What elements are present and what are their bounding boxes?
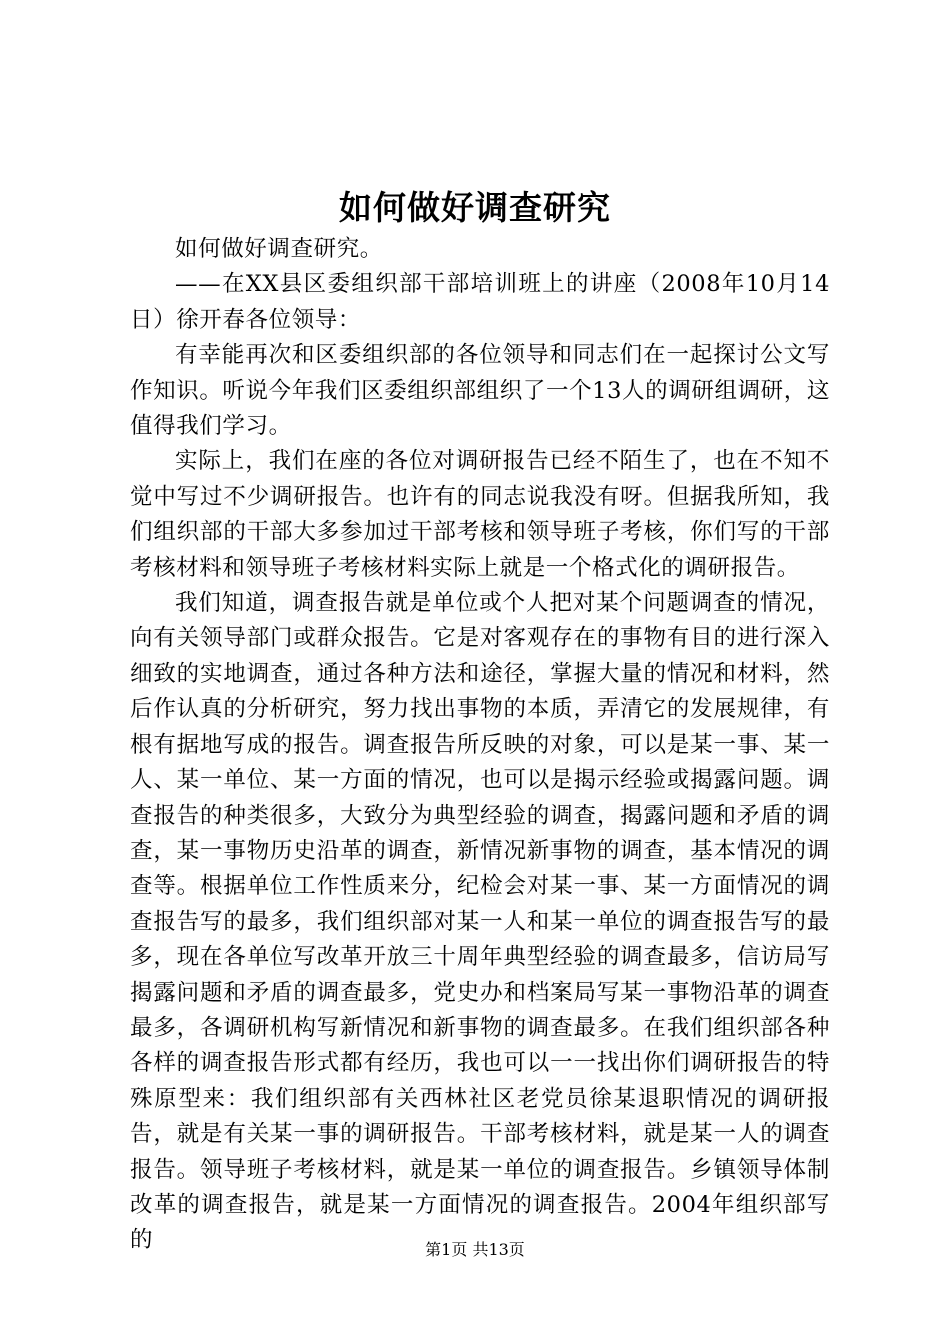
paragraph: 如何做好调查研究。	[175, 236, 383, 262]
document-title: 如何做好调查研究	[339, 188, 611, 227]
paragraph: 有幸能再次和区委组织部的各位领导和同志们在一起探讨公文写作知识。听说今年我们区委组织部组织了一个13人的调研组调研，这值得我们学习。	[130, 342, 830, 440]
paragraph: ——在XX县区委组织部干部培训班上的讲座（2008年10月14日）徐开春各位领导：	[130, 271, 830, 333]
page-number-footer: 第1页 共13页	[425, 1240, 525, 1259]
paragraph: 我们知道，调查报告就是单位或个人把对某个问题调查的情况，向有关领导部门或群众报告。它是对客观存在的事物有目的进行深入细致的实地调查，通过各种方法和途径，掌握大量的情况和材料，然后作认真的分析研究，努力找出事物的本质，弄清它的发展规律，有根有据地写成的报告。调查报告所反映的对象，可以是某一事、某一人、某一单位、某一方面的情况，也可以是揭示经验或揭露问题。调查报告的种类很多，大致分为典型经验的调查，揭露问题和矛盾的调查，某一事物历史沿革的调查，新情况新事物的调查，基本情况的调查等。根据单位工作性质来分，纪检会对某一事、某一方面情况的调查报告写的最多，我们组织部对某一人和某一单位的调查报告写的最多，现在各单位写改革开放三十周年典型经验的调查最多，信访局写揭露问题和矛盾的调查最多，党史办和档案局写某一事物沿革的调查最多，各调研机构写新情况和新事物的调查最多。在我们组织部各种各样的调查报告形式都有经历，我也可以一一找出你们调研报告的特殊原型来：我们组织部有关西林社区老党员徐某退职情况的调研报告，就是有关某一事的调研报告。干部考核材料，就是某一人的调查报告。领导班子考核材料，就是某一单位的调查报告。乡镇领导体制改革的调查报告，就是某一方面情况的调查报告。2004年组织部写的	[130, 590, 830, 1254]
document-body	[130, 232, 830, 1259]
paragraph: 实际上，我们在座的各位对调研报告已经不陌生了，也在不知不觉中写过不少调研报告。也许有的同志说我没有呀。但据我所知，我们组织部的干部大多参加过干部考核和领导班子考核，你们写的干部考核材料和领导班子考核材料实际上就是一个格式化的调研报告。	[130, 448, 830, 581]
